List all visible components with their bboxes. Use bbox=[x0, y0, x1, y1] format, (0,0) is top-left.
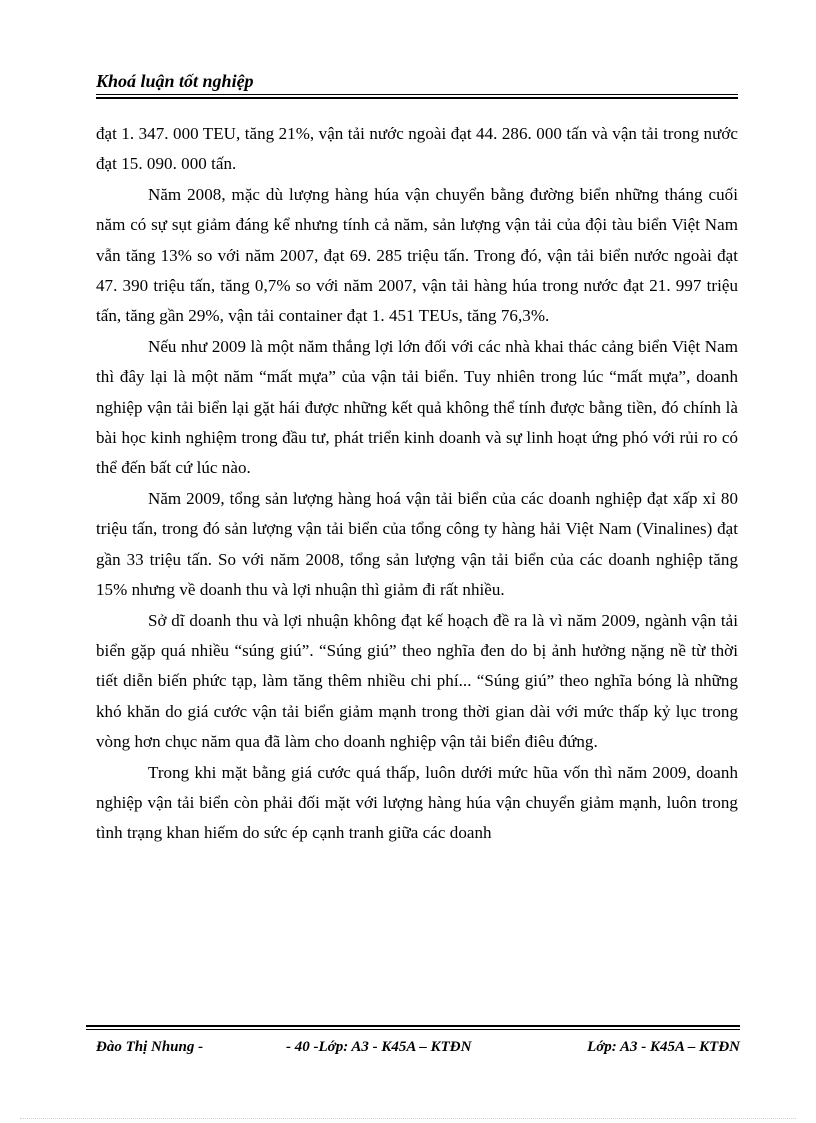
paragraph-1: đạt 1. 347. 000 TEU, tăng 21%, vận tải nước ngoài đạt 44. 286. 000 tấn và vận tải trong nước đạt 15. 090. 000 tấn. bbox=[96, 124, 738, 174]
page-footer bbox=[86, 1025, 740, 1058]
paragraph-5: Sở dĩ doanh thu và lợi nhuận không đạt kế hoạch đề ra là vì năm 2009, ngành vận tải biển gặp quá nhiều “súng giú”. “Súng giú” theo nghĩa đen do bị ảnh hưởng nặng nề từ thời tiết diễn biến phức tạp, làm tăng thêm nhiều chi phí... “Súng giú” theo nghĩa bóng là những khó khăn do giá cước vận tải biển giảm mạnh trong thời gian dài với mức thấp kỷ lục trong vòng hơn chục năm qua đã làm cho doanh nghiệp vận tải biển điêu đứng. bbox=[96, 610, 738, 752]
paragraph-6: Trong khi mặt bằng giá cước quá thấp, luôn dưới mức hũa vốn thì năm 2009, doanh nghiệp vận tải biển còn phải đối mặt với lượng hàng húa vận chuyển giảm mạnh, luôn trong tình trạng khan hiếm do sức ép cạnh tranh giữa các doanh bbox=[96, 762, 738, 843]
header-title: Khoá luận tốt nghiệp bbox=[96, 71, 254, 91]
page-bottom-edge bbox=[20, 1118, 796, 1119]
page-header bbox=[96, 70, 738, 99]
paragraph-4: Năm 2009, tổng sản lượng hàng hoá vận tải biển của các doanh nghiệp đạt xấp xỉ 80 triệu tấn, trong đó sản lượng vận tải biển của tổng công ty hàng hải Việt Nam (Vinalines) đạt gần 33 triệu tấn. So với năm 2008, tổng sản lượng vận tải biển của các doanh nghiệp tăng 15% nhưng về doanh thu và lợi nhuận thì giảm đi rất nhiều. bbox=[96, 488, 738, 600]
footer-rule-thin bbox=[86, 1029, 740, 1030]
header-rule-thick bbox=[96, 97, 738, 99]
paragraph-2: Năm 2008, mặc dù lượng hàng húa vận chuyển bằng đường biển những tháng cuối năm có sự sụt giảm đáng kể nhưng tính cả năm, sản lượng vận tải của đội tàu biển Việt Nam vẫn tăng 13% so với năm 2007, đạt 69. 285 triệu tấn. Trong đó, vận tải biển nước ngoài đạt 47. 390 triệu tấn, tăng 0,7% so với năm 2007, vận tải hàng húa trong nước đạt 21. 997 triệu tấn, tăng gần 29%, vận tải container đạt 1. 451 TEUs, tăng 76,3%. bbox=[96, 184, 738, 326]
footer-rule-thick bbox=[86, 1025, 740, 1027]
header-rule-thin bbox=[96, 94, 738, 95]
footer-row bbox=[86, 1036, 740, 1058]
document-body bbox=[96, 119, 738, 849]
footer-author: Đào Thị Nhung - bbox=[96, 1039, 204, 1055]
footer-class: Lớp: A3 - K45A – KTĐN bbox=[587, 1039, 740, 1055]
paragraph-3: Nếu như 2009 là một năm thắng lợi lớn đối với các nhà khai thác cảng biển Việt Nam thì đây lại là một năm “mất mựa” của vận tải biển. Tuy nhiên trong lúc “mất mựa”, doanh nghiệp vận tải biển lại gặt hái được những kết quả không thể tính được bằng tiền, đó chính là bài học kinh nghiệm trong đầu tư, phát triển kinh doanh và sự linh hoạt ứng phó với rủi ro có thể đến bất cứ lúc nào. bbox=[96, 336, 738, 478]
footer-page-number: - 40 -Lớp: A3 - K45A – KTĐN bbox=[286, 1039, 472, 1055]
